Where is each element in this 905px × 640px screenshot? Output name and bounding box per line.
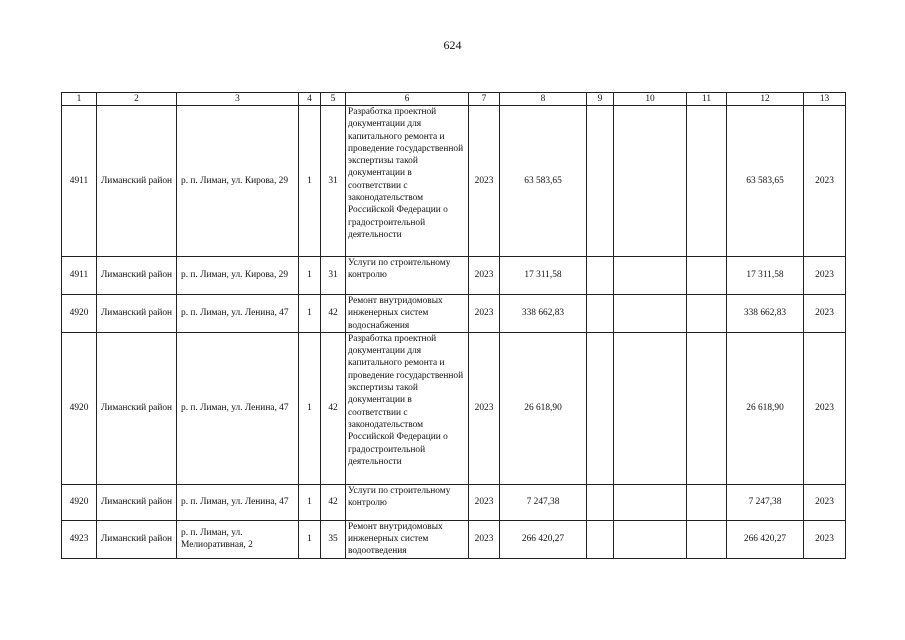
- cell-year: 2023: [469, 106, 500, 257]
- cell-col4: 1: [299, 484, 321, 520]
- cell-col11: [687, 332, 727, 484]
- cell-district: Лиманский район: [97, 332, 177, 484]
- cell-work-type: Ремонт внутридомовых инженерных систем водоснабжения: [346, 295, 469, 333]
- cell-col4: 1: [299, 295, 321, 333]
- cell-col9: [587, 106, 614, 257]
- cell-district: Лиманский район: [97, 484, 177, 520]
- cell-id: 4920: [62, 332, 97, 484]
- cell-year: 2023: [469, 520, 500, 558]
- cell-address: р. п. Лиман, ул. Ленина, 47: [177, 332, 299, 484]
- cell-year: 2023: [469, 484, 500, 520]
- cell-work-type: Услуги по строительному контролю: [346, 257, 469, 295]
- cell-year: 2023: [469, 332, 500, 484]
- cell-work-type: Разработка проектной документации для капитального ремонта и проведение государственной экспертизы такой документации в соответствии с законодательством Российской Федерации о градостроительной деятельности: [346, 106, 469, 257]
- table-row: [62, 106, 846, 257]
- cell-col10: [614, 295, 687, 333]
- cell-amount: 338 662,83: [500, 295, 587, 333]
- cell-end-year: 2023: [804, 295, 846, 333]
- cell-col4: 1: [299, 257, 321, 295]
- header-row: [62, 93, 846, 106]
- cell-total: 266 420,27: [727, 520, 804, 558]
- column-header-5: 5: [321, 93, 346, 106]
- cell-col4: 1: [299, 106, 321, 257]
- cell-col11: [687, 295, 727, 333]
- cell-year: 2023: [469, 257, 500, 295]
- cell-address: р. п. Лиман, ул. Кирова, 29: [177, 106, 299, 257]
- cell-work-type: Ремонт внутридомовых инженерных систем водоотведения: [346, 520, 469, 558]
- cell-col9: [587, 257, 614, 295]
- cell-total: 338 662,83: [727, 295, 804, 333]
- cell-col10: [614, 106, 687, 257]
- table-row: [62, 332, 846, 484]
- cell-total: 63 583,65: [727, 106, 804, 257]
- column-header-13: 13: [804, 93, 846, 106]
- cell-col5: 42: [321, 295, 346, 333]
- table-row: [62, 295, 846, 333]
- cell-col5: 42: [321, 484, 346, 520]
- column-header-3: 3: [177, 93, 299, 106]
- cell-work-type: Разработка проектной документации для капитального ремонта и проведение государственной экспертизы такой документации в соответствии с законодательством Российской Федерации о градостроительной деятельности: [346, 332, 469, 484]
- cell-amount: 17 311,58: [500, 257, 587, 295]
- cell-total: 7 247,38: [727, 484, 804, 520]
- column-header-10: 10: [614, 93, 687, 106]
- column-header-12: 12: [727, 93, 804, 106]
- cell-district: Лиманский район: [97, 257, 177, 295]
- cell-amount: 63 583,65: [500, 106, 587, 257]
- cell-district: Лиманский район: [97, 520, 177, 558]
- cell-total: 26 618,90: [727, 332, 804, 484]
- column-header-2: 2: [97, 93, 177, 106]
- column-header-11: 11: [687, 93, 727, 106]
- cell-id: 4920: [62, 295, 97, 333]
- cell-col10: [614, 257, 687, 295]
- cell-col11: [687, 520, 727, 558]
- column-header-9: 9: [587, 93, 614, 106]
- cell-end-year: 2023: [804, 106, 846, 257]
- column-header-8: 8: [500, 93, 587, 106]
- works-table: [61, 92, 846, 559]
- cell-col5: 31: [321, 257, 346, 295]
- cell-col4: 1: [299, 520, 321, 558]
- cell-district: Лиманский район: [97, 295, 177, 333]
- cell-col4: 1: [299, 332, 321, 484]
- cell-amount: 266 420,27: [500, 520, 587, 558]
- cell-col11: [687, 106, 727, 257]
- column-header-7: 7: [469, 93, 500, 106]
- cell-district: Лиманский район: [97, 106, 177, 257]
- cell-col9: [587, 484, 614, 520]
- column-header-4: 4: [299, 93, 321, 106]
- cell-address: р. п. Лиман, ул. Ленина, 47: [177, 484, 299, 520]
- cell-col11: [687, 484, 727, 520]
- cell-end-year: 2023: [804, 332, 846, 484]
- cell-col9: [587, 332, 614, 484]
- cell-end-year: 2023: [804, 484, 846, 520]
- table-body: [62, 106, 846, 559]
- cell-col11: [687, 257, 727, 295]
- cell-total: 17 311,58: [727, 257, 804, 295]
- cell-work-type: Услуги по строительному контролю: [346, 484, 469, 520]
- cell-address: р. п. Лиман, ул. Кирова, 29: [177, 257, 299, 295]
- cell-col5: 35: [321, 520, 346, 558]
- cell-id: 4911: [62, 257, 97, 295]
- cell-end-year: 2023: [804, 520, 846, 558]
- cell-address: р. п. Лиман, ул. Мелиоративная, 2: [177, 520, 299, 558]
- cell-end-year: 2023: [804, 257, 846, 295]
- cell-col10: [614, 520, 687, 558]
- page-number: 624: [443, 38, 462, 52]
- column-header-1: 1: [62, 93, 97, 106]
- cell-amount: 26 618,90: [500, 332, 587, 484]
- cell-col10: [614, 332, 687, 484]
- cell-id: 4923: [62, 520, 97, 558]
- table-row: [62, 257, 846, 295]
- cell-year: 2023: [469, 295, 500, 333]
- cell-amount: 7 247,38: [500, 484, 587, 520]
- cell-id: 4920: [62, 484, 97, 520]
- cell-address: р. п. Лиман, ул. Ленина, 47: [177, 295, 299, 333]
- cell-col9: [587, 520, 614, 558]
- column-header-6: 6: [346, 93, 469, 106]
- table-header: [62, 93, 846, 106]
- cell-col10: [614, 484, 687, 520]
- cell-col5: 31: [321, 106, 346, 257]
- table-row: [62, 484, 846, 520]
- cell-id: 4911: [62, 106, 97, 257]
- table-row: [62, 520, 846, 558]
- cell-col5: 42: [321, 332, 346, 484]
- cell-col9: [587, 295, 614, 333]
